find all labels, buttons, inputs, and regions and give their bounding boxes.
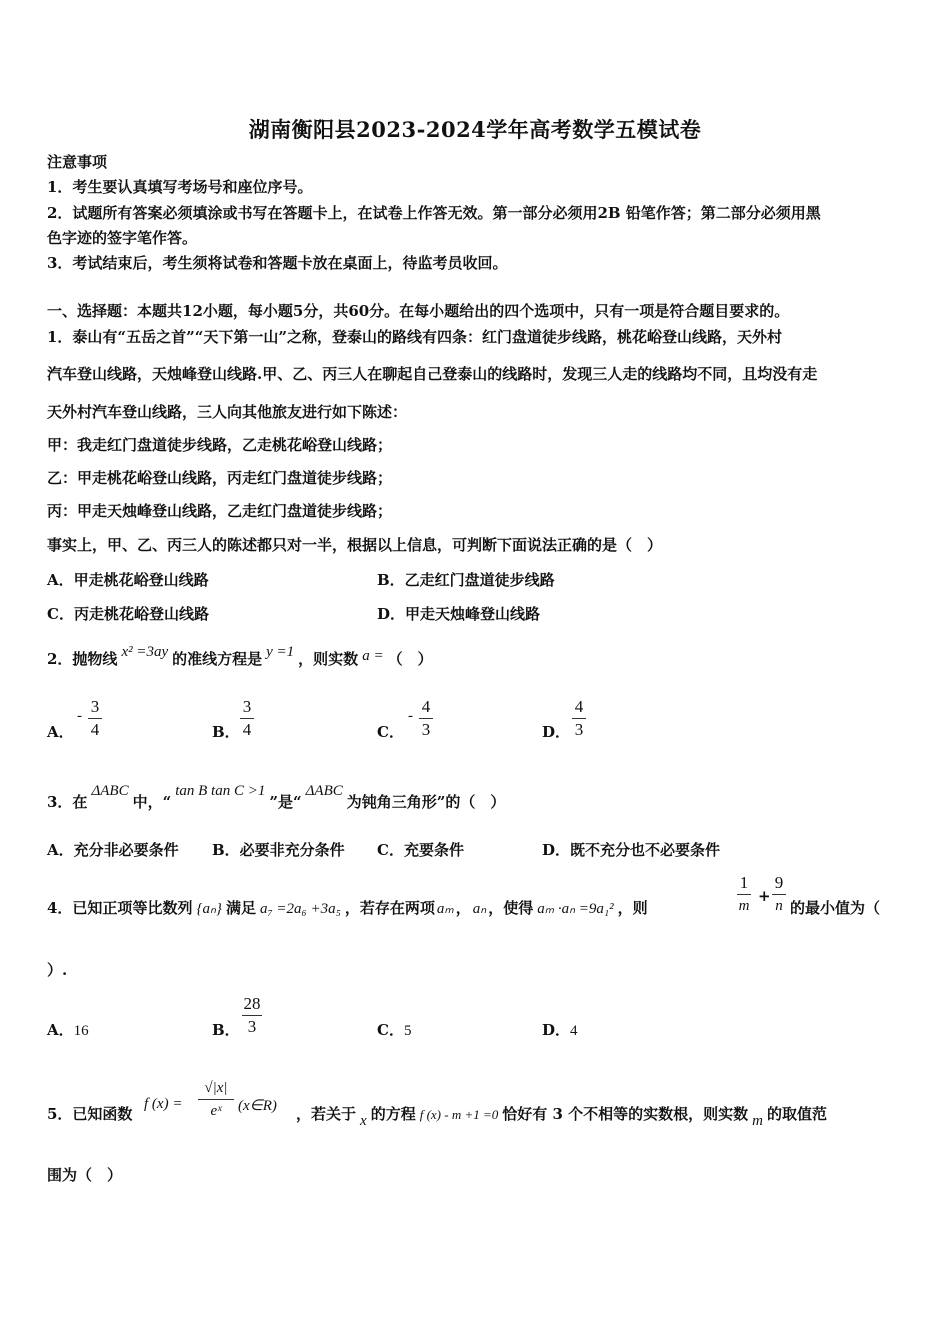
q4-fraction-2 (772, 873, 786, 916)
q5-stem-rest (296, 1104, 828, 1129)
q2-option-a-fraction (88, 697, 102, 740)
q4-fraction-1 (737, 873, 751, 916)
fraction-numerator: 3 (90, 697, 100, 716)
q4-prefix: 4．已知正项等比数列 (47, 899, 193, 917)
q4-option-b-fraction (242, 994, 262, 1037)
q4-plus: + (758, 887, 771, 905)
q2-mid2: ，则实数 (298, 650, 359, 668)
q1-option-b: B．乙走红门盘道徒步线路 (377, 571, 555, 589)
fraction-denominator: 3 (421, 720, 431, 739)
fraction-denominator: m (738, 898, 750, 914)
q1-option-a: A．甲走桃花峪登山线路 (47, 571, 209, 589)
q4-stem (47, 898, 648, 919)
q5-domain: (x∈R) (238, 1098, 277, 1114)
fraction-denominator: 3 (247, 1017, 257, 1036)
notice-line: 3．考试结束后，考生须将试卷和答题卡放在桌面上，待监考员收回。 (47, 254, 508, 272)
q4-mid: 满足 (225, 899, 256, 917)
q3-mid: 中，“ (132, 793, 172, 811)
q3-suffix: 为钝角三角形”的（ ） (346, 793, 506, 811)
option-value: 4 (570, 1023, 578, 1039)
q5-prefix: 5．已知函数 (47, 1105, 133, 1123)
q2-stem (47, 644, 433, 670)
fraction-numerator: √|x| (204, 1080, 228, 1096)
q4-option-a (47, 1019, 89, 1040)
q5-variable-x: x (360, 1113, 367, 1129)
q2-mid: 的准线方程是 (172, 650, 263, 668)
q5-variable-m: m (752, 1113, 763, 1129)
q1-option-c: C．丙走桃花峪登山线路 (47, 605, 209, 623)
q3-prefix: 3．在 (47, 793, 88, 811)
q4-option-c (377, 1019, 411, 1040)
q5-mid: ，若关于 (296, 1105, 357, 1123)
q3-option-c: C．充要条件 (377, 841, 464, 859)
q4-am: aₘ (436, 901, 454, 917)
q2-option-b-fraction (240, 697, 254, 740)
q2-suffix: （ ） (387, 650, 433, 668)
option-label: C． (377, 1021, 404, 1039)
fraction-denominator: n (775, 898, 783, 914)
q2-option-c-label: C． (377, 723, 404, 741)
q4-mid4: ，则 (617, 899, 648, 917)
q4-comma: ， (455, 899, 471, 917)
q4-suffix: 的最小值为（ (790, 899, 881, 917)
fraction-numerator: 4 (574, 697, 584, 716)
q4-mid3: ，使得 (488, 899, 534, 917)
q3-triangle: ΔABC (91, 783, 129, 799)
fraction-numerator: 1 (739, 873, 749, 892)
q2-option-c-fraction (419, 697, 433, 740)
q5-suffix: 的取值范 (767, 1105, 828, 1123)
q4-recurrence: a₇ =2a₆ +3a₅ (259, 901, 341, 917)
q5-function-name: f (x) = (144, 1096, 183, 1112)
fraction-denominator: 4 (242, 720, 252, 739)
page-title: 湖南衡阳县2023-2024学年高考数学五模试卷 (248, 117, 702, 142)
q1-option-d: D．甲走天烛峰登山线路 (377, 605, 541, 623)
q3-stem (47, 783, 506, 813)
fraction-denominator: eˣ (210, 1103, 222, 1119)
q2-option-c-sign: - (408, 708, 413, 724)
q2-parabola-equation: x² =3ay (121, 644, 169, 660)
option-value: 16 (73, 1023, 89, 1039)
q2-a-equals: a = (362, 648, 384, 664)
q1-line: 乙：甲走桃花峪登山线路，丙走红门盘道徒步线路； (47, 469, 393, 487)
q1-line: 事实上，甲、乙、丙三人的陈述都只对一半，根据以上信息，可判断下面说法正确的是（ ） (47, 536, 663, 554)
q4-mid2: ，若存在两项 (344, 899, 435, 917)
option-label: A． (47, 1021, 74, 1039)
notice-line: 1．考生要认真填写考场号和座位序号。 (47, 178, 313, 196)
q4-option-d (542, 1019, 578, 1040)
section-heading: 一、选择题：本题共12小题，每小题5分，共60分。在每小题给出的四个选项中，只有一项是符合题目要求的。 (47, 302, 790, 320)
option-value: 5 (403, 1023, 412, 1039)
fraction-numerator: 3 (242, 697, 252, 716)
q3-triangle-2: ΔABC (305, 783, 343, 799)
fraction-numerator: 9 (774, 873, 784, 892)
q3-option-a: A．充分非必要条件 (47, 841, 179, 859)
q4-product: aₘ ·aₙ =9a₁² (537, 901, 614, 917)
q4-option-b-label: B． (212, 1021, 240, 1039)
q5-mid3: 恰好有 3 个不相等的实数根，则实数 (502, 1105, 749, 1123)
q5-equation: f (x) - m +1 =0 (419, 1107, 499, 1122)
q2-directrix-equation: y =1 (266, 644, 295, 660)
q2-option-d-fraction (572, 697, 586, 740)
q2-option-b-label: B． (212, 723, 240, 741)
notice-line: 2．试题所有答案必须填涂或书写在答题卡上，在试卷上作答无效。第一部分必须用2B 铅笔作答；第二部分必须用黑 (47, 204, 821, 222)
q1-line: 1．泰山有“五岳之首”“天下第一山”之称，登泰山的路线有四条：红门盘道徒步线路，桃花峪登山线路，天外村 (47, 328, 782, 346)
fraction-denominator: 3 (574, 720, 584, 739)
option-label: D． (542, 1021, 571, 1039)
q1-line: 汽车登山线路，天烛峰登山线路.甲、乙、丙三人在聊起自己登泰山的线路时，发现三人走的线路均不同，且均没有走 (47, 365, 818, 383)
q5-function-fraction (198, 1078, 234, 1121)
q2-option-a-label: A． (47, 723, 74, 741)
fraction-numerator: 4 (421, 697, 431, 716)
q1-line: 天外村汽车登山线路，三人向其他旅友进行如下陈述： (47, 403, 408, 421)
q5-line2: 围为（ ） (47, 1166, 123, 1184)
fraction-numerator: 28 (243, 994, 261, 1013)
q2-option-a-sign: - (77, 708, 82, 724)
q2-prefix: 2．抛物线 (47, 650, 118, 668)
q3-mid2: ”是“ (269, 793, 302, 811)
q3-tan-condition: tan B tan C >1 (175, 783, 266, 799)
q3-option-b: B．必要非充分条件 (212, 841, 345, 859)
q4-an: aₙ (472, 901, 487, 917)
fraction-denominator: 4 (90, 720, 100, 739)
notice-line: 色字迹的签字笔作答。 (47, 229, 198, 247)
notice-heading: 注意事项 (47, 153, 108, 171)
q1-line: 丙：甲走天烛峰登山线路，乙走红门盘道徒步线路； (47, 502, 393, 520)
q5-mid2: 的方程 (370, 1105, 416, 1123)
q3-option-d: D．既不充分也不必要条件 (542, 841, 721, 859)
q4-close: ）. (47, 961, 68, 979)
q2-option-d-label: D． (542, 723, 571, 741)
q1-line: 甲：我走红门盘道徒步线路，乙走桃花峪登山线路； (47, 436, 393, 454)
q4-sequence: {aₙ} (196, 901, 222, 917)
